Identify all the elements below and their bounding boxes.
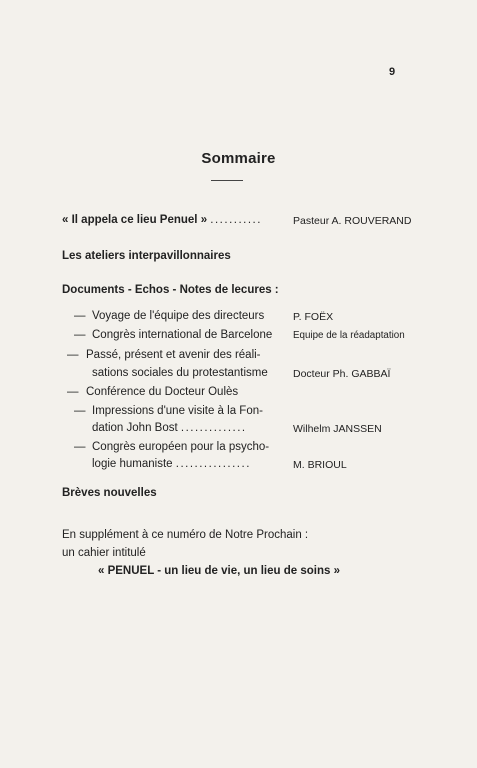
page-number: 9 [389, 66, 396, 78]
lead-entry-title: « Il appela ce lieu Penuel » [62, 214, 208, 226]
item-dash: — [67, 386, 79, 398]
item-6-author: M. BRIOUL [293, 459, 347, 471]
item-1-line-1: Voyage de l'équipe des directeurs [92, 310, 265, 322]
supplement-title: « PENUEL - un lieu de vie, un lieu de soins » [98, 565, 340, 577]
lead-entry-dots: ........... [210, 214, 262, 226]
item-5-dots: .............. [180, 422, 247, 434]
page-title: Sommaire [201, 150, 276, 167]
item-dash: — [74, 329, 86, 341]
title-underline [211, 180, 243, 181]
item-2-author: Equipe de la réadaptation [293, 330, 405, 341]
item-1-author: P. FOËX [293, 311, 334, 323]
item-5-line-2-text: dation John Bost [92, 422, 178, 434]
lead-entry [62, 213, 262, 227]
item-dash: — [74, 441, 86, 453]
item-dash: — [74, 405, 86, 417]
section-breves: Brèves nouvelles [62, 487, 157, 499]
item-5-line-1: Impressions d'une visite à la Fon- [92, 405, 263, 417]
item-3-author: Docteur Ph. GABBAÏ [293, 368, 391, 380]
supplement-line-2: un cahier intitulé [62, 547, 146, 559]
item-6-line-2-text: logie humaniste [92, 458, 173, 470]
item-5-line-2 [92, 421, 247, 435]
lead-entry-author: Pasteur A. ROUVERAND [293, 215, 412, 227]
item-3-line-1: Passé, présent et avenir des réali- [86, 349, 261, 361]
item-4-line-1: Conférence du Docteur Oulès [86, 386, 239, 398]
item-dash: — [74, 310, 86, 322]
item-2-line-1: Congrès international de Barcelone [92, 329, 273, 341]
item-6-line-1: Congrès européen pour la psycho- [92, 441, 270, 453]
item-5-author: Wilhelm JANSSEN [293, 423, 382, 435]
item-3-line-2: sations sociales du protestantisme [92, 367, 268, 379]
item-6-dots: ................ [175, 458, 251, 470]
item-6-line-2 [92, 457, 251, 471]
item-dash: — [67, 349, 79, 361]
section-ateliers: Les ateliers interpavillonnaires [62, 250, 231, 262]
supplement-line-1: En supplément à ce numéro de Notre Prochain : [62, 529, 309, 541]
section-documents: Documents - Echos - Notes de lecures : [62, 284, 279, 296]
